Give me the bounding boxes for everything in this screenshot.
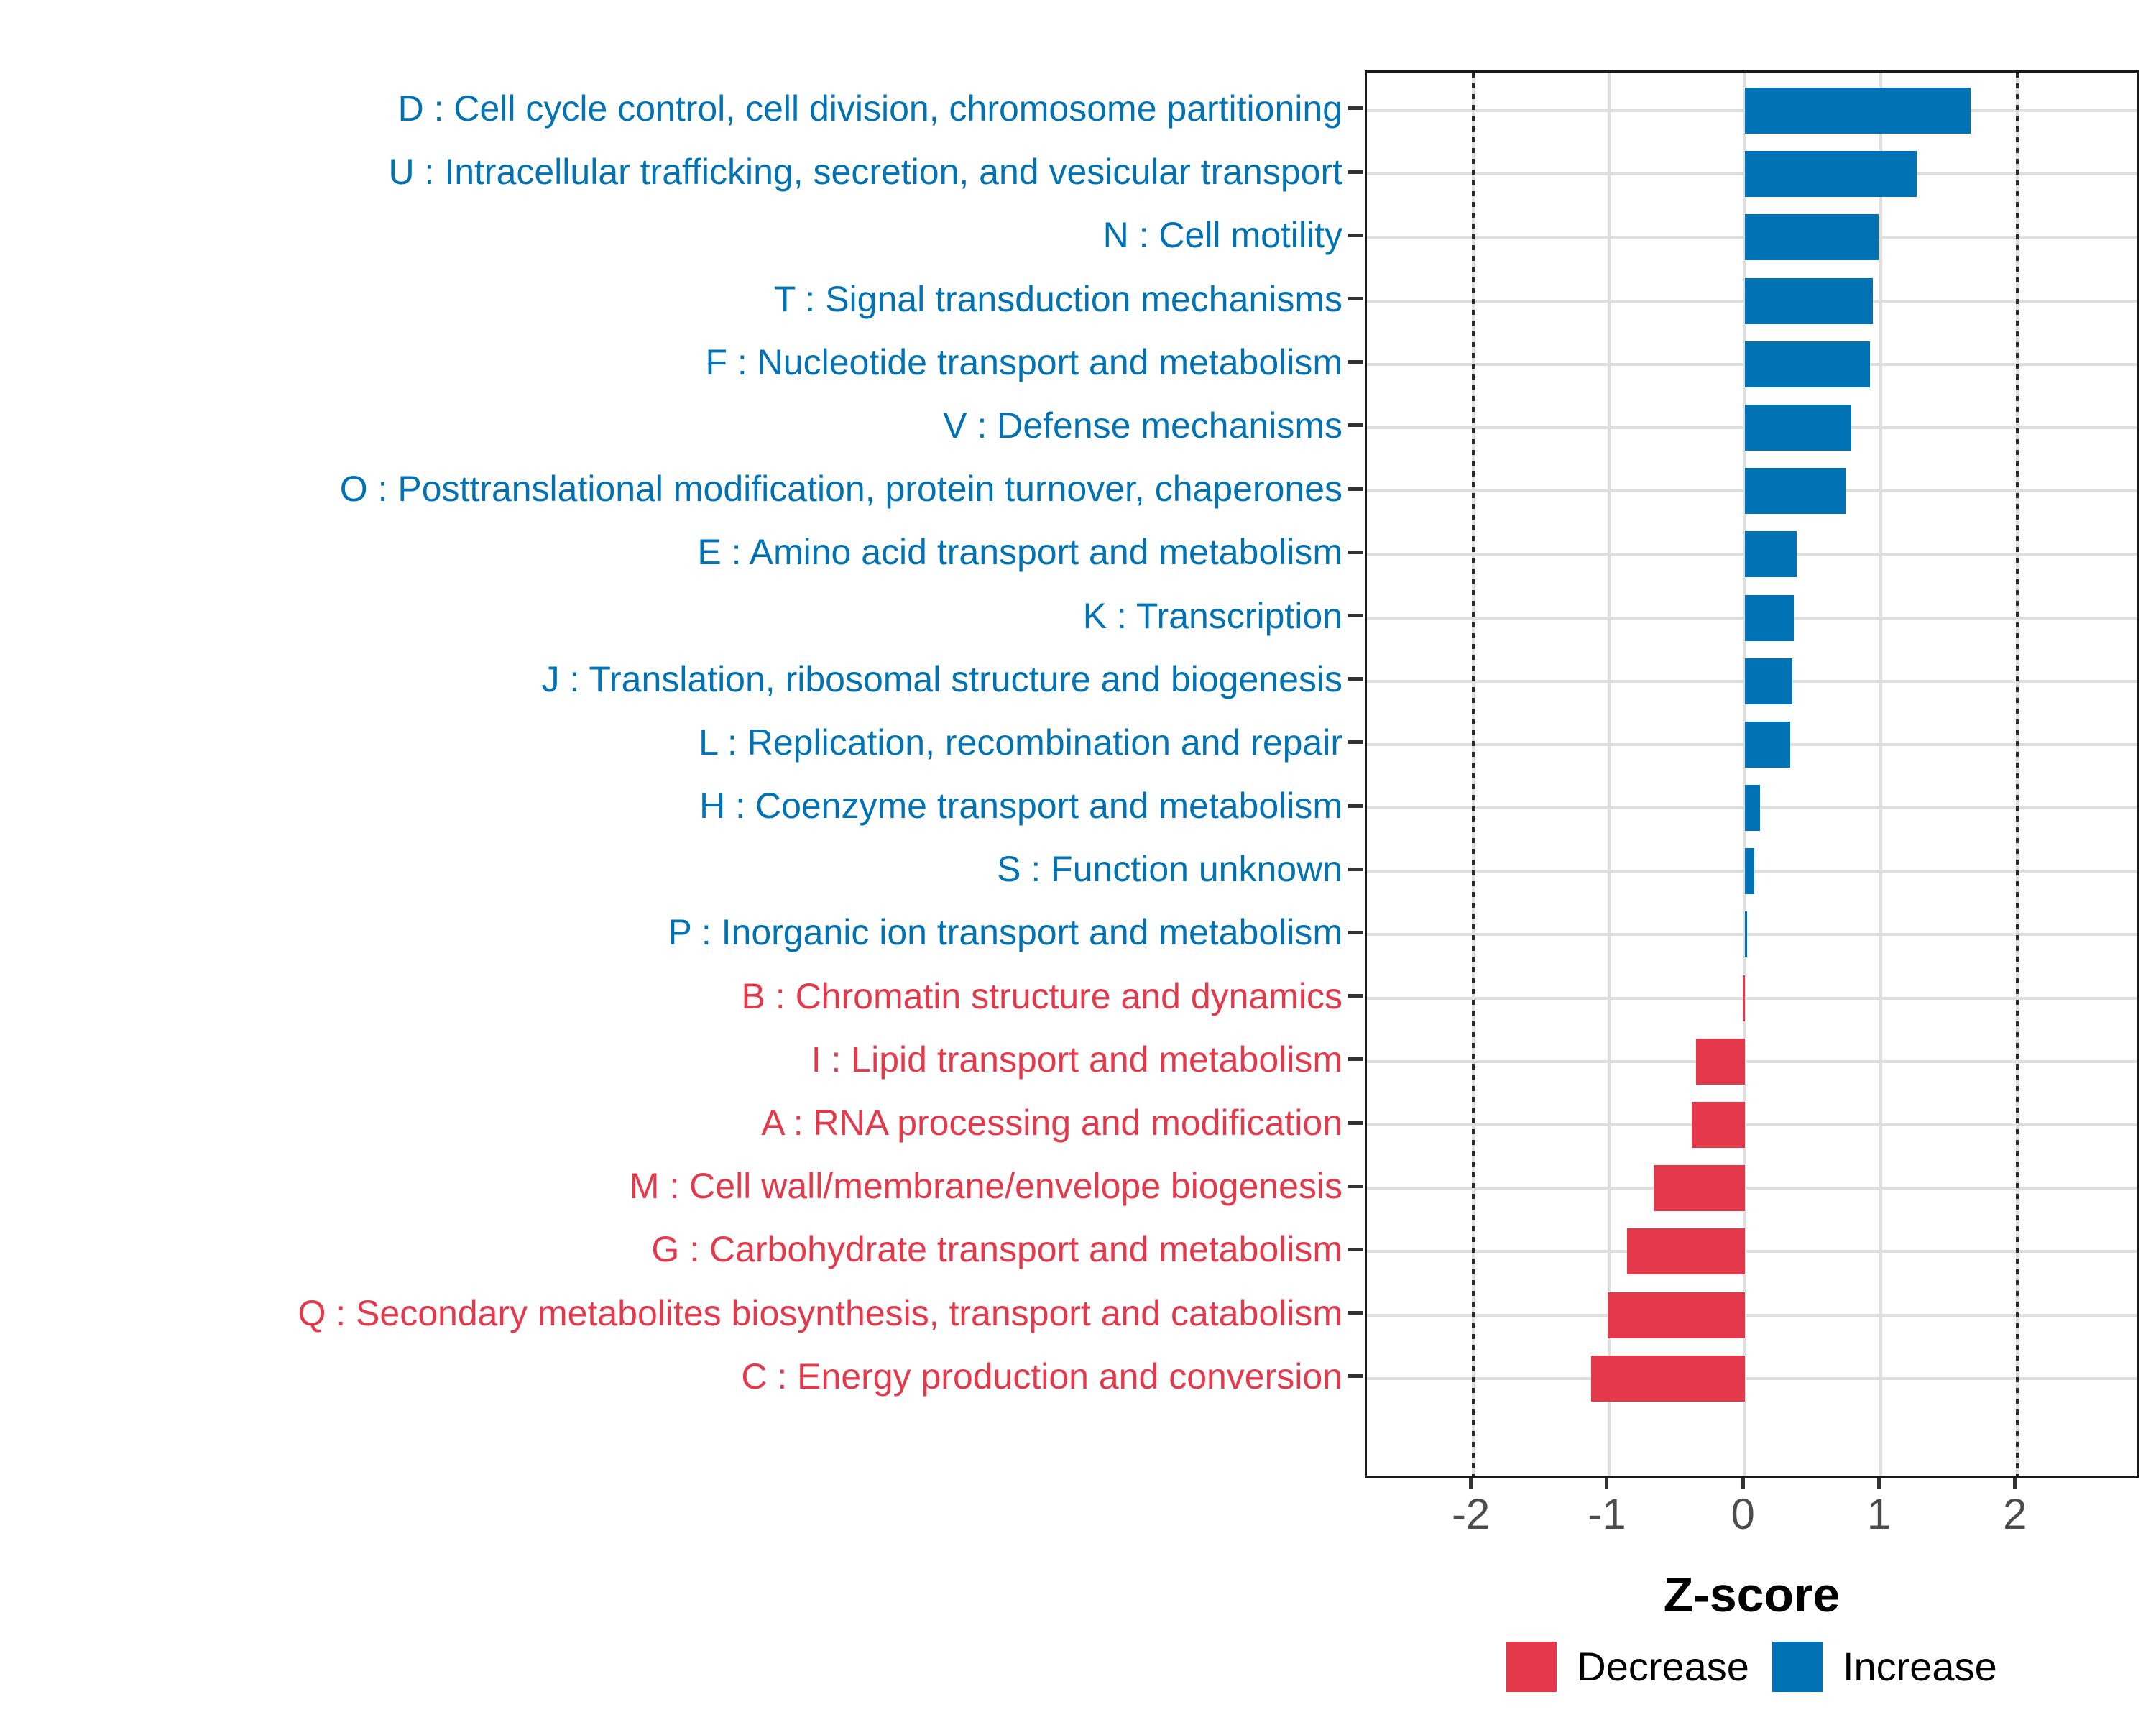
x-tick-mark	[1605, 1478, 1608, 1489]
bar	[1745, 658, 1792, 704]
x-tick-label: -2	[1451, 1490, 1491, 1538]
y-tick-mark	[1348, 1311, 1363, 1315]
x-axis-title: Z-score	[1663, 1568, 1841, 1622]
y-tick-mark	[1348, 1374, 1363, 1378]
bar	[1745, 278, 1873, 324]
x-tick-mark	[1877, 1478, 1881, 1489]
category-label: E : Amino acid transport and metabolism	[697, 532, 1342, 573]
bar	[1745, 151, 1916, 197]
bar	[1627, 1228, 1746, 1274]
x-tick-label: -1	[1588, 1490, 1626, 1538]
y-tick-mark	[1348, 551, 1363, 554]
y-tick-mark	[1348, 1121, 1363, 1125]
y-tick-mark	[1348, 677, 1363, 681]
category-label: Q : Secondary metabolites biosynthesis, transport and catabolism	[298, 1292, 1342, 1333]
x-tick-mark	[1741, 1478, 1745, 1489]
y-tick-mark	[1348, 868, 1363, 871]
category-label: H : Coenzyme transport and metabolism	[699, 786, 1342, 827]
y-tick-mark	[1348, 931, 1363, 934]
legend-item-decrease	[1506, 1642, 1749, 1692]
category-label: M : Cell wall/membrane/envelope biogenesis	[629, 1166, 1342, 1207]
x-tick-label: 1	[1866, 1490, 1892, 1538]
h-gridline	[1367, 1123, 2137, 1126]
category-label: V : Defense mechanisms	[943, 405, 1342, 446]
h-gridline	[1367, 1187, 2137, 1190]
y-tick-mark	[1348, 1184, 1363, 1188]
category-label: F : Nucleotide transport and metabolism	[705, 341, 1342, 382]
y-tick-mark	[1348, 423, 1363, 427]
legend	[1365, 1641, 2139, 1693]
v-gridline	[1608, 73, 1611, 1476]
bar	[1745, 405, 1851, 451]
category-label: A : RNA processing and modification	[761, 1103, 1342, 1144]
y-tick-mark	[1348, 170, 1363, 174]
increase-swatch	[1772, 1642, 1823, 1692]
category-label: O : Posttranslational modification, protein turnover, chaperones	[339, 469, 1342, 510]
category-label: B : Chromatin structure and dynamics	[741, 975, 1342, 1016]
x-tick-label: 2	[2003, 1490, 2027, 1538]
h-gridline	[1367, 1377, 2137, 1380]
bar	[1591, 1356, 1745, 1402]
h-gridline	[1367, 1060, 2137, 1063]
category-label: C : Energy production and conversion	[741, 1356, 1342, 1397]
h-gridline	[1367, 933, 2137, 936]
bar	[1745, 531, 1797, 577]
y-tick-mark	[1348, 360, 1363, 364]
bar	[1745, 468, 1846, 514]
category-label: T : Signal transduction mechanisms	[773, 278, 1342, 319]
category-label: N : Cell motility	[1102, 215, 1342, 256]
bar	[1745, 785, 1760, 831]
y-tick-mark	[1348, 1248, 1363, 1251]
plot-panel	[1365, 70, 2139, 1478]
h-gridline	[1367, 1250, 2137, 1253]
x-tick-mark	[1469, 1478, 1473, 1489]
bar	[1654, 1165, 1745, 1211]
bar	[1745, 848, 1754, 894]
y-tick-mark	[1348, 487, 1363, 491]
bar	[1745, 341, 1870, 387]
legend-label-increase: Increase	[1842, 1644, 1997, 1689]
y-tick-mark	[1348, 106, 1363, 110]
legend-label-decrease: Decrease	[1577, 1644, 1749, 1689]
legend-item-increase	[1772, 1642, 1997, 1692]
bar	[1743, 975, 1745, 1021]
y-tick-mark	[1348, 994, 1363, 998]
y-tick-mark	[1348, 614, 1363, 617]
bar	[1745, 722, 1789, 768]
bar	[1692, 1102, 1745, 1148]
dotted-reference-line	[1472, 73, 1475, 1476]
dotted-reference-line	[2016, 73, 2019, 1476]
bar	[1745, 214, 1878, 260]
category-label: S : Function unknown	[997, 849, 1342, 890]
decrease-swatch	[1506, 1642, 1557, 1692]
bar	[1745, 88, 1971, 134]
bar	[1608, 1292, 1745, 1338]
category-label: L : Replication, recombination and repair	[699, 722, 1342, 763]
y-tick-mark	[1348, 234, 1363, 237]
y-tick-mark	[1348, 1057, 1363, 1061]
x-tick-mark	[2013, 1478, 2017, 1489]
y-tick-mark	[1348, 297, 1363, 300]
y-tick-mark	[1348, 804, 1363, 808]
category-label: U : Intracellular trafficking, secretion, and vesicular transport	[388, 152, 1342, 193]
category-label: K : Transcription	[1082, 595, 1342, 636]
category-label: D : Cell cycle control, cell division, chromosome partitioning	[397, 88, 1342, 129]
bar	[1696, 1039, 1745, 1085]
category-label: P : Inorganic ion transport and metabolism	[668, 912, 1342, 953]
y-tick-mark	[1348, 740, 1363, 744]
category-label: G : Carbohydrate transport and metabolism	[651, 1229, 1342, 1270]
bar	[1745, 911, 1747, 957]
category-label: I : Lipid transport and metabolism	[811, 1039, 1342, 1080]
h-gridline	[1367, 1314, 2137, 1317]
v-gridline	[1879, 73, 1882, 1476]
bar	[1745, 595, 1794, 641]
h-gridline	[1367, 997, 2137, 1000]
x-tick-label: 0	[1731, 1490, 1755, 1538]
category-label: J : Translation, ribosomal structure and biogenesis	[541, 658, 1342, 699]
